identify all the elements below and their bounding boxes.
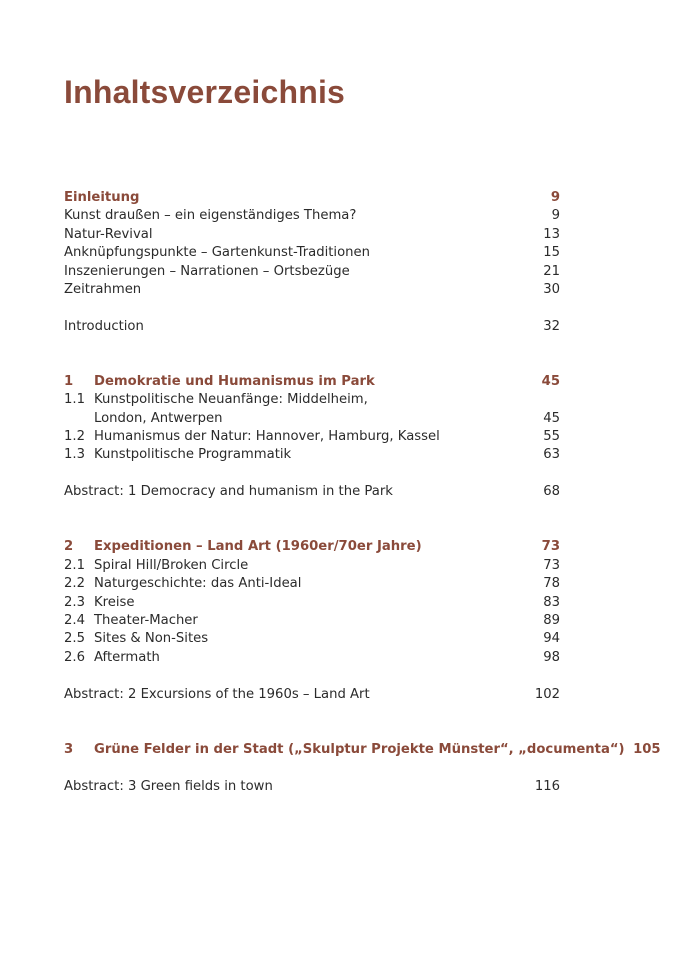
spacer [64,336,560,373]
toc-entry-einleitung[interactable] [64,189,560,207]
toc-abstract-1[interactable] [64,483,560,501]
toc-entry-title: Zeitrahmen [64,281,142,297]
toc-chapter-3[interactable] [64,741,661,759]
toc-section-title: Spiral Hill/Broken Circle [94,557,249,573]
toc-entry[interactable] [64,244,560,262]
toc-section-page: 89 [543,613,560,629]
toc-section-title: Kunstpolitische Programmatik [94,447,292,463]
toc-entry-title: Natur-Revival [64,226,153,242]
toc-section-number: 1.2 [64,429,85,445]
toc-section-number: 2.1 [64,557,85,573]
toc-chapter-number: 3 [64,741,74,757]
spacer [64,667,560,685]
toc-abstract-title: Abstract: 1 Democracy and humanism in the Park [64,484,393,500]
toc-section-number: 2.4 [64,613,85,629]
spacer [64,704,560,741]
toc-section-page: 45 [543,410,560,426]
toc-abstract-page: 102 [534,686,560,702]
toc-chapter-page: 45 [541,373,560,389]
spacer [64,759,560,777]
toc-chapter-number: 1 [64,373,74,389]
toc-section-page: 98 [543,649,560,665]
toc-chapter-page: 73 [541,539,560,555]
toc-entry-page: 32 [543,318,560,334]
toc-section-1-2[interactable] [64,428,560,446]
toc-entry[interactable] [64,226,560,244]
page-title: Inhaltsverzeichnis [64,74,346,110]
toc-section-page: 73 [543,557,560,573]
toc-section-2-2[interactable] [64,575,560,593]
toc-section-page: 78 [543,576,560,592]
toc-section-title: Naturgeschichte: das Anti-Ideal [94,576,302,592]
toc-section-title: Kunstpolitische Neuanfänge: Middelheim, [94,392,368,408]
toc-chapter-page: 105 [633,741,661,757]
toc-abstract-2[interactable] [64,686,560,704]
toc-entry-page: 9 [551,208,560,224]
toc-chapter-title: Expeditionen – Land Art (1960er/70er Jahre) [94,539,422,555]
spacer [64,465,560,483]
toc-section-title-cont: London, Antwerpen [94,410,223,426]
toc-section-1-1-cont[interactable] [64,410,560,428]
toc-section-title: Humanismus der Natur: Hannover, Hamburg, Kassel [94,429,440,445]
toc-chapter-number: 2 [64,539,74,555]
toc-section-number: 1.1 [64,392,85,408]
toc-entry-title: Einleitung [64,190,140,205]
toc-abstract-title: Abstract: 2 Excursions of the 1960s – Land Art [64,686,370,702]
toc-entry-page: 21 [543,263,560,279]
toc-entry[interactable] [64,207,560,225]
toc-section-page: 55 [543,429,560,445]
toc-section-2-4[interactable] [64,612,560,630]
toc-section-title: Theater-Macher [94,613,198,629]
toc-section-number: 2.3 [64,594,85,610]
toc-section-page: 94 [543,631,560,647]
toc-section-2-1[interactable] [64,557,560,575]
toc-entry[interactable] [64,281,560,299]
toc-entry-page: 9 [550,190,560,205]
toc-section-title: Sites & Non-Sites [94,631,209,647]
toc-entry-page: 13 [543,226,560,242]
toc-entry[interactable] [64,263,560,281]
toc-section-1-1[interactable] [64,391,560,409]
toc-section-title: Kreise [94,594,135,610]
spacer [64,502,560,539]
toc-abstract-title: Abstract: 3 Green fields in town [64,778,273,794]
toc-chapter-title: Grüne Felder in der Stadt („Skulptur Projekte Münster“, „documenta“) [94,741,625,757]
spacer [64,299,560,317]
toc-entry-title: Inszenierungen – Narrationen – Ortsbezüge [64,263,350,279]
toc-entry-title: Anknüpfungspunkte – Gartenkunst-Traditionen [64,245,370,261]
toc-entry-title: Kunst draußen – ein eigenständiges Thema? [64,208,357,224]
toc-chapter-title: Demokratie und Humanismus im Park [94,373,375,389]
toc-abstract-3[interactable] [64,778,560,796]
toc-entry-page: 15 [543,245,560,261]
toc-entry-page: 30 [543,281,560,297]
toc-abstract-page: 68 [543,484,560,500]
toc-section-title: Aftermath [94,649,160,665]
toc-section-number: 2.6 [64,649,85,665]
toc-section-number: 2.5 [64,631,85,647]
toc-entry-introduction[interactable] [64,318,560,336]
toc-section-2-6[interactable] [64,649,560,667]
table-of-contents [64,189,661,796]
toc-section-2-5[interactable] [64,630,560,648]
toc-section-page: 63 [543,447,560,463]
toc-chapter-1[interactable] [64,373,560,391]
toc-abstract-page: 116 [534,778,560,794]
toc-section-page: 83 [543,594,560,610]
toc-section-1-3[interactable] [64,446,560,464]
toc-section-2-3[interactable] [64,594,560,612]
toc-chapter-2[interactable] [64,538,560,556]
toc-section-number: 1.3 [64,447,85,463]
toc-entry-title: Introduction [64,318,144,334]
toc-section-number: 2.2 [64,576,85,592]
